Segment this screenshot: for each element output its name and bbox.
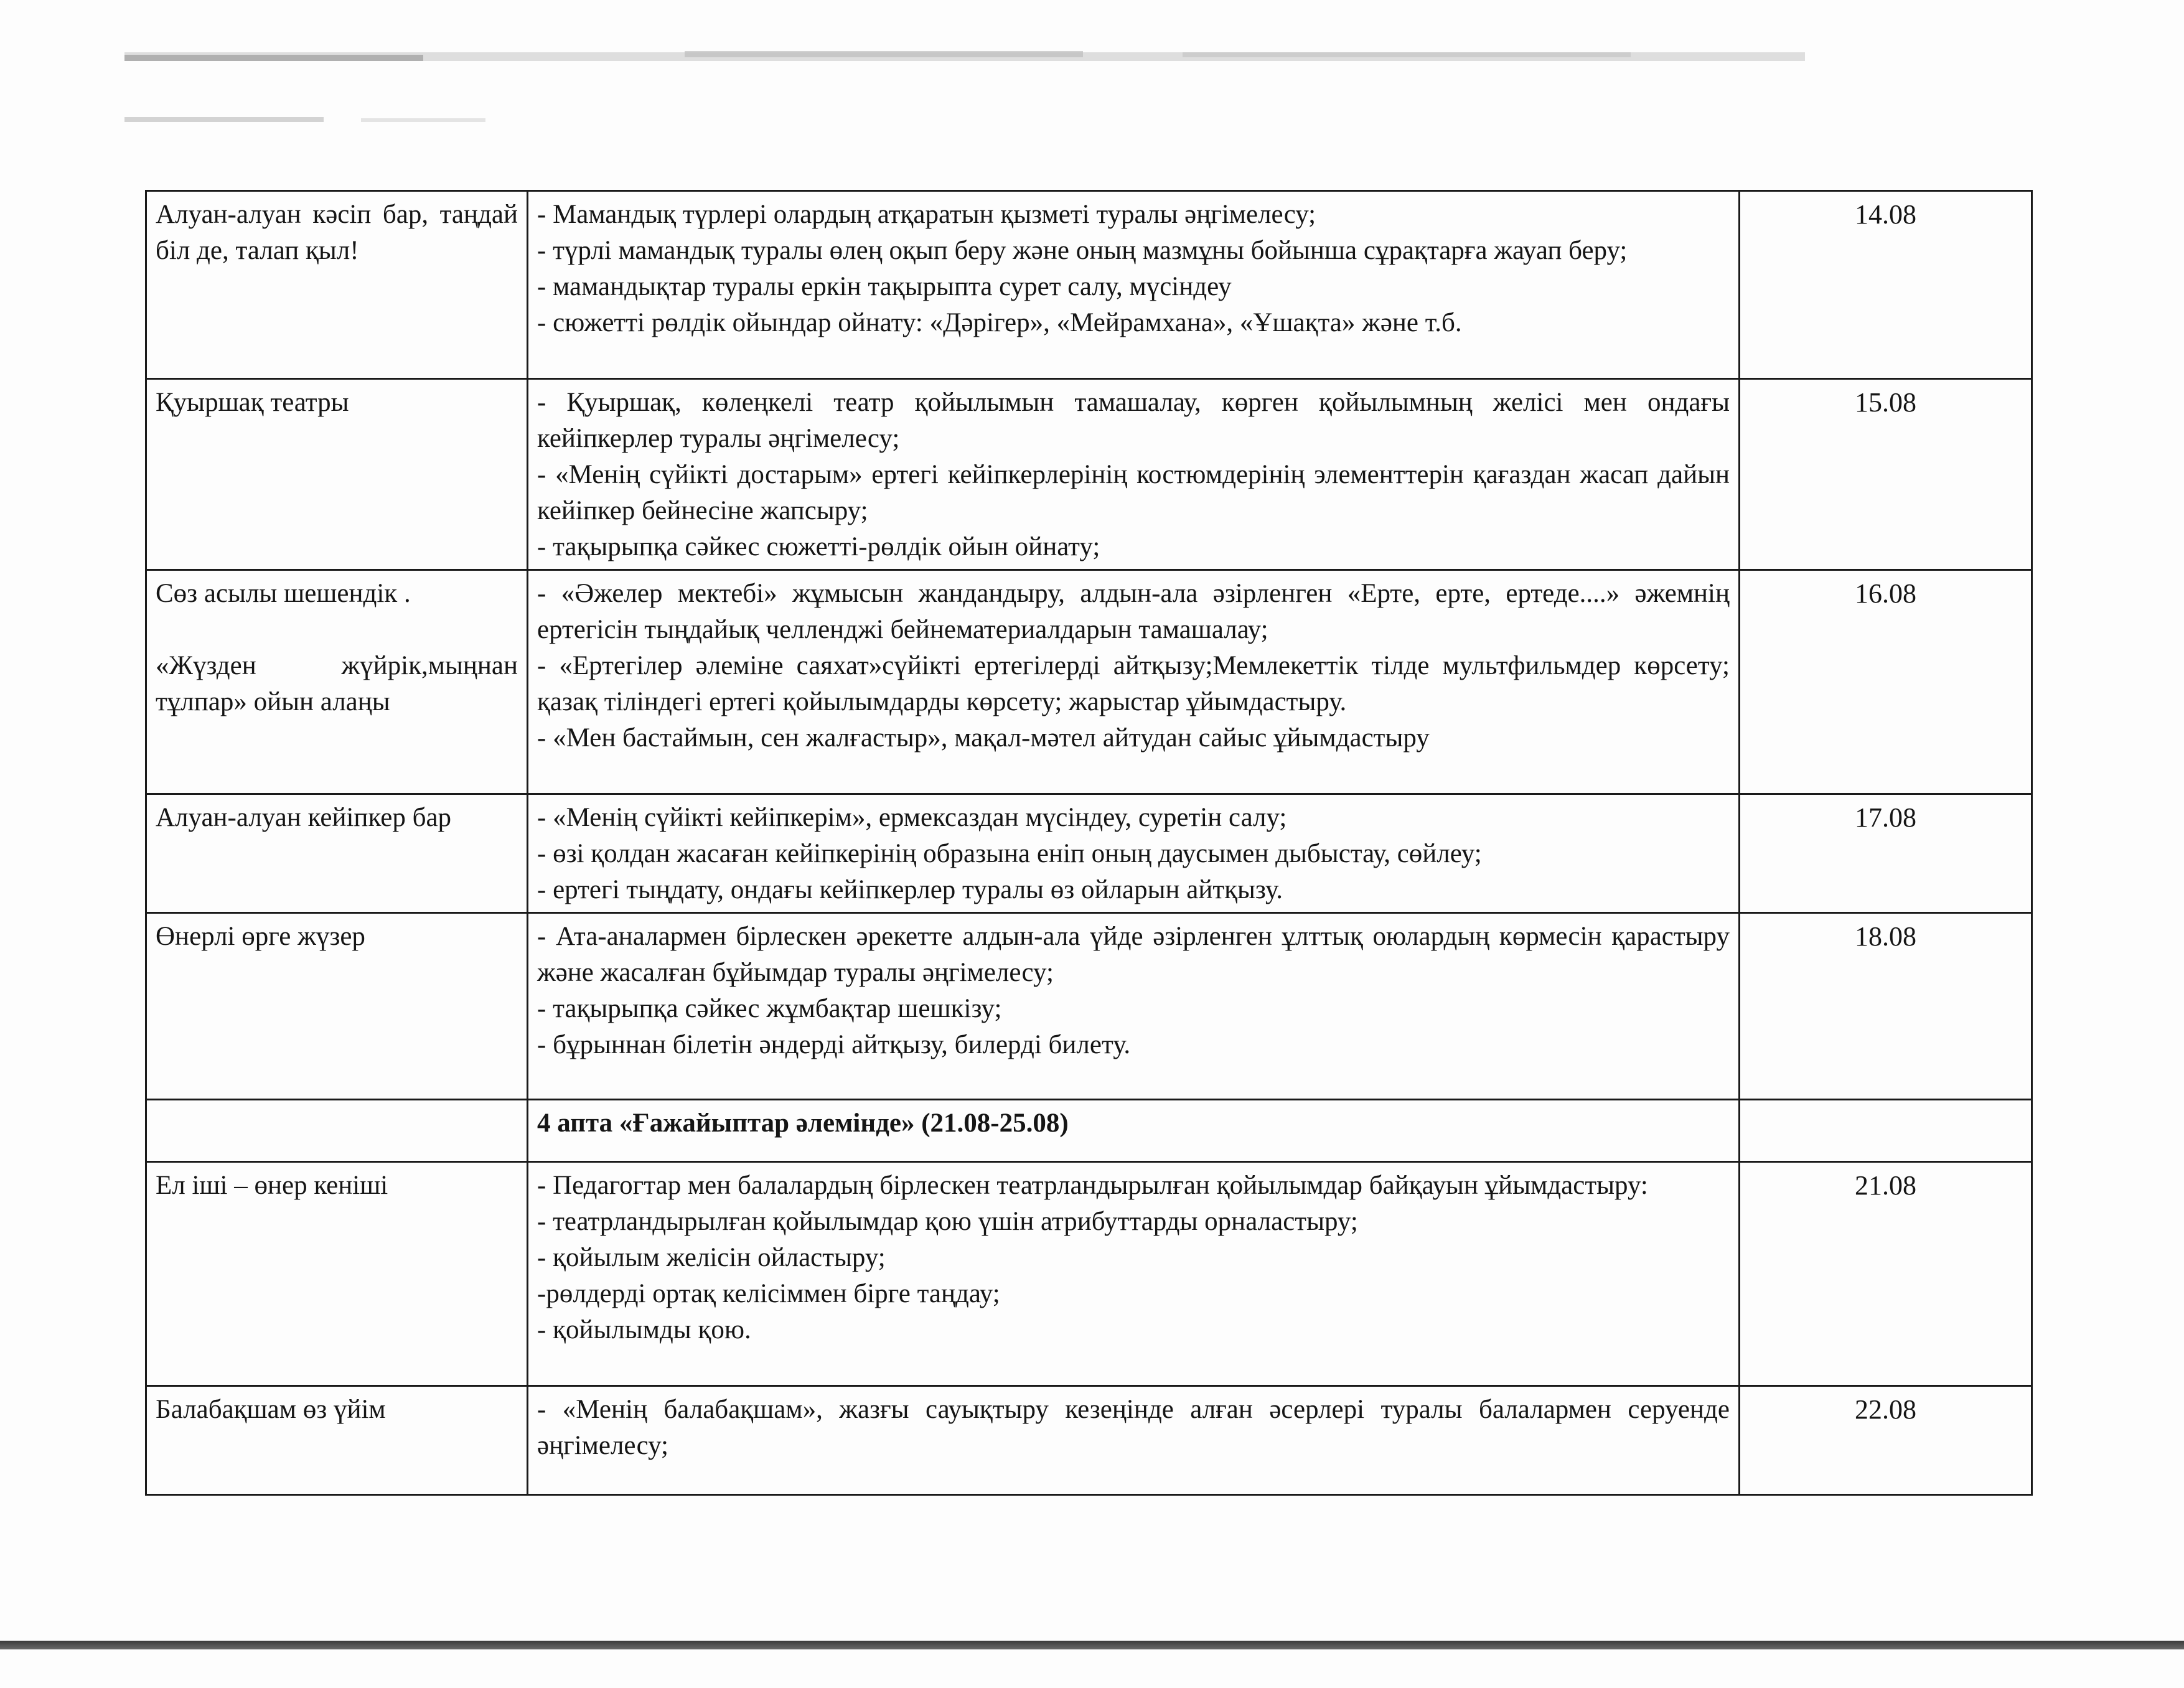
activity-line: - Қуыршақ, көлеңкелі театр қойылымын тамашалау, көрген қойылымның желісі мен ондағы кейіпкерлер туралы әңгімелесу;	[537, 388, 1730, 453]
activity-line: - сюжетті рөлдік ойындар ойнату: «Дәрігер», «Мейрамхана», «Ұшақта» және т.б.	[537, 308, 1462, 337]
table-row	[146, 379, 2032, 570]
date-cell: 15.08	[1740, 379, 2032, 570]
activity-cell	[528, 191, 1740, 379]
activity-cell	[528, 794, 1740, 913]
table-row	[146, 1386, 2032, 1495]
date-cell: 17.08	[1740, 794, 2032, 913]
scan-bottom-edge	[0, 1641, 2184, 1649]
week-title: 4 апта «Ғажайыптар әлемінде» (21.08-25.08)	[537, 1109, 1069, 1138]
theme-text: «Жүзден жүйрік,мыңнан тұлпар» ойын алаңы	[156, 651, 518, 716]
activity-line: - тақырыпқа сәйкес сюжетті-рөлдік ойын ойнату;	[537, 532, 1100, 561]
activity-line: - «Менің балабақшам», жазғы сауықтыру кезеңінде алған әсерлері туралы балалармен серуенде әңгімелесу;	[537, 1395, 1730, 1460]
activity-cell	[528, 1386, 1740, 1495]
plan-table	[145, 190, 2033, 1496]
date-cell: 21.08	[1740, 1162, 2032, 1386]
table-row	[146, 191, 2032, 379]
activity-line: - түрлі мамандық туралы өлең оқып беру және оның мазмұны бойынша сұрақтарға жауап беру;	[537, 236, 1628, 265]
table-row	[146, 794, 2032, 913]
theme-cell	[146, 1162, 528, 1386]
activity-line: - бұрыннан білетін әндерді айтқызу, билерді билету.	[537, 1030, 1131, 1059]
theme-text: Алуан-алуан кәсіп бар, таңдай біл де, талап қыл!	[156, 200, 518, 265]
activity-line: - «Менің сүйікті достарым» ертегі кейіпкерлерінің костюмдерінің элементтерін қағаздан жасап дайын кейіпкер бейнесіне жапсыру;	[537, 460, 1730, 525]
activity-line: - қойылымды қою.	[537, 1315, 751, 1344]
theme-cell	[146, 794, 528, 913]
theme-cell	[146, 1100, 528, 1162]
theme-cell	[146, 1386, 528, 1495]
date-cell: 14.08	[1740, 191, 2032, 379]
table-row	[146, 1100, 2032, 1162]
theme-cell	[146, 191, 528, 379]
table-row	[146, 1162, 2032, 1386]
activity-line: - өзі қолдан жасаған кейіпкерінің образына еніп оның даусымен дыбыстау, сөйлеу;	[537, 839, 1482, 868]
date-cell: 22.08	[1740, 1386, 2032, 1495]
theme-gap	[156, 612, 518, 648]
theme-text: Сөз асылы шешендік .	[156, 579, 411, 608]
scan-smudge	[124, 49, 1805, 123]
activity-cell	[528, 570, 1740, 794]
activity-cell	[528, 1162, 1740, 1386]
theme-text: Алуан-алуан кейіпкер бар	[156, 803, 452, 832]
activity-line: - ертегі тыңдату, ондағы кейіпкерлер туралы өз ойларын айтқызу.	[537, 875, 1283, 904]
theme-text: Балабақшам өз үйім	[156, 1395, 386, 1424]
date-cell: 18.08	[1740, 913, 2032, 1100]
activity-line: - «Әжелер мектебі» жұмысын жандандыру, алдын-ала әзірленген «Ерте, ерте, ертеде....» әжемнің ертегісін тыңдайық челленджі бейнематериалдарын тамашалау;	[537, 579, 1730, 644]
activity-line: - «Мен бастаймын, сен жалғастыр», мақал-мәтел айтудан сайыс ұйымдастыру	[537, 723, 1430, 753]
activity-cell	[528, 379, 1740, 570]
activity-line: - «Ертегілер әлеміне саяхат»сүйікті ертегілерді айтқызу;Мемлекеттік тілде мультфильмдер көрсету; қазақ тіліндегі ертегі қойылымдарды көрсету; жарыстар ұйымдастыру.	[537, 651, 1730, 716]
theme-text: Ел іші – өнер кеніші	[156, 1171, 388, 1200]
table-row	[146, 913, 2032, 1100]
activity-line: - Педагогтар мен балалардың бірлескен театрландырылған қойылымдар байқауын ұйымдастыру:	[537, 1171, 1648, 1200]
activity-line: - театрландырылған қойылымдар қою үшін атрибуттарды орналастыру;	[537, 1207, 1358, 1236]
activity-line: - Ата-аналармен бірлескен әрекетте алдын-ала үйде әзірленген ұлттық оюлардың көрмесін қарастыру және жасалған бұйымдар туралы әңгімелесу;	[537, 922, 1730, 987]
activity-line: - Мамандық түрлері олардың атқаратын қызметі туралы әңгімелесу;	[537, 200, 1316, 229]
activity-cell	[528, 913, 1740, 1100]
table-row	[146, 570, 2032, 794]
activity-line: - қойылым желісін ойластыру;	[537, 1243, 886, 1272]
date-cell: 16.08	[1740, 570, 2032, 794]
date-cell	[1740, 1100, 2032, 1162]
theme-cell	[146, 570, 528, 794]
week-title-cell	[528, 1100, 1740, 1162]
theme-text: Қуыршақ театры	[156, 388, 349, 417]
theme-text: Өнерлі өрге жүзер	[156, 922, 365, 951]
activity-line: - «Менің сүйікті кейіпкерім», ермексаздан мүсіндеу, суретін салу;	[537, 803, 1287, 832]
activity-line: - мамандықтар туралы еркін тақырыпта сурет салу, мүсіндеу	[537, 272, 1232, 301]
theme-cell	[146, 379, 528, 570]
activity-line: - тақырыпқа сәйкес жұмбақтар шешкізу;	[537, 994, 1002, 1023]
activity-line: -рөлдерді ортақ келісіммен бірге таңдау;	[537, 1279, 1000, 1308]
theme-cell	[146, 913, 528, 1100]
